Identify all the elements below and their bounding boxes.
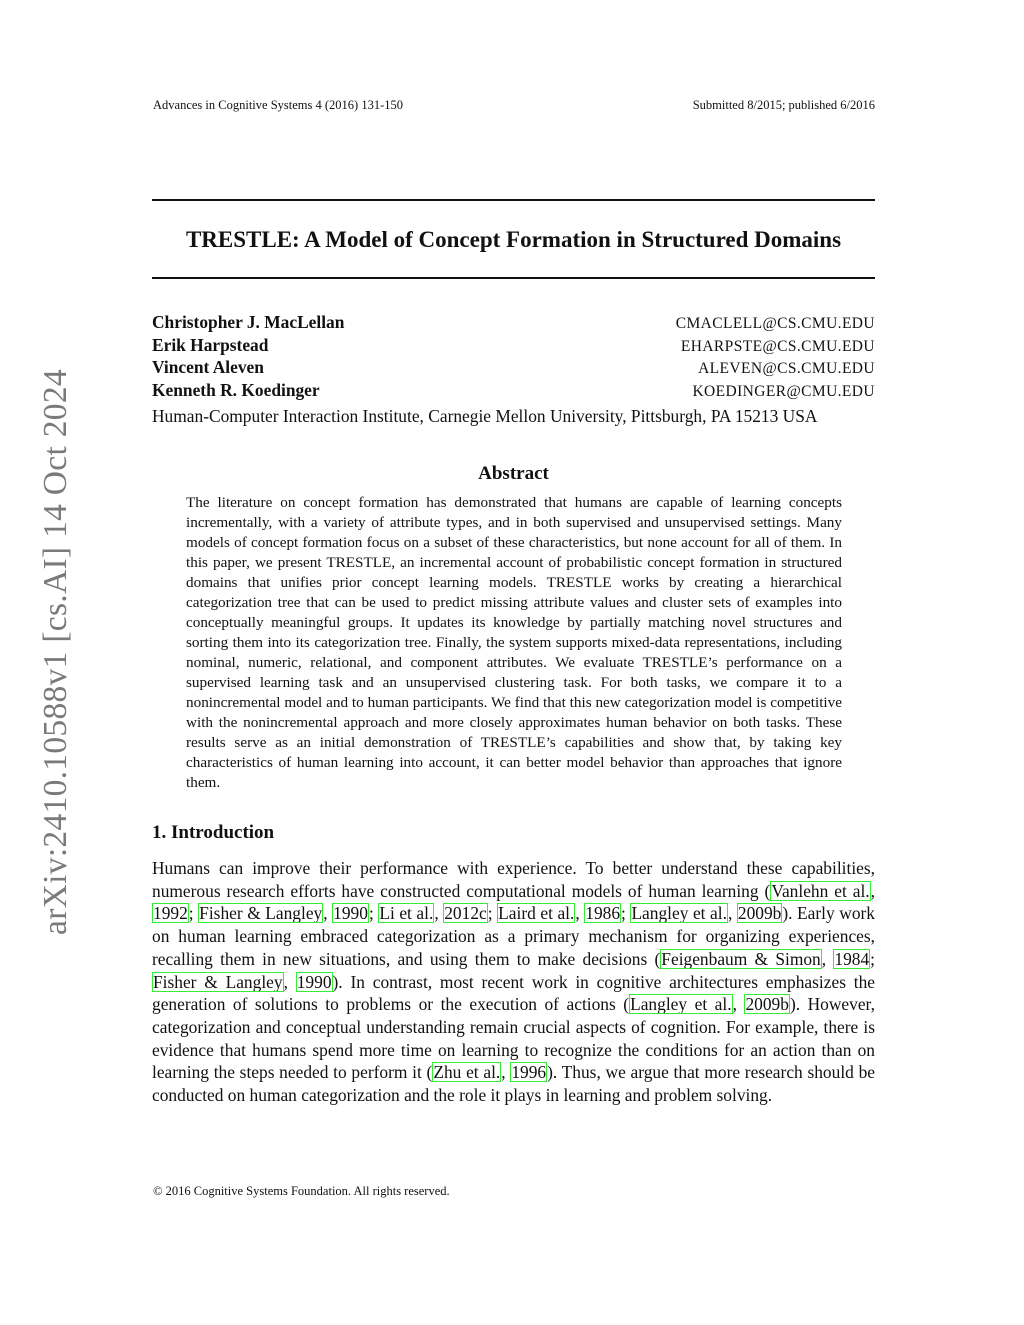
author-name: Kenneth R. Koedinger — [152, 380, 320, 401]
intro-text: , — [501, 1062, 511, 1083]
intro-text: ; — [368, 903, 379, 924]
intro-text: ; — [870, 948, 875, 969]
citation-link[interactable]: Li et al. — [379, 903, 434, 924]
intro-text: ; — [188, 903, 199, 924]
citation-link[interactable]: Vanlehn et al. — [771, 880, 870, 901]
citation-link[interactable]: 1992 — [153, 903, 188, 924]
paper-title: TRESTLE: A Model of Concept Formation in Structured Domains — [185, 227, 842, 252]
introduction-paragraph — [152, 857, 875, 1107]
intro-text: ). Early work on human learning embraced categorization as a primary mechanism for organizing experiences, recalling them in new situations, and using them to make decisions ( — [152, 903, 875, 969]
intro-text: , — [727, 903, 737, 924]
intro-text: ; — [621, 903, 631, 924]
title-rule-bottom — [152, 277, 875, 279]
arxiv-identifier[interactable]: arXiv:2410.10588v1 [cs.AI] 14 Oct 2024 — [37, 369, 74, 935]
citation-link[interactable]: 1990 — [296, 971, 332, 992]
author-row — [152, 380, 875, 403]
citation-link[interactable]: 2009b — [745, 994, 789, 1015]
author-row — [152, 335, 875, 358]
abstract-text: The literature on concept formation has demonstrated that humans are capable of learning concepts incrementally, with a variety of attribute types, and in both supervised and unsupervised settings. Many models of concept formation focus on a subset of these characteristics, but none account for all of them. In this paper, we present TRESTLE, an incremental account of probabilistic concept formation in structured domains that unifies prior concept learning models. TRESTLE works by creating a hierarchical categorization tree that can be used to predict missing attribute values and cluster sets of examples into conceptually meaningful groups. It updates its knowledge by partially matching novel structures and sorting them into its categorization tree. Finally, the system supports mixed-data representations, including nominal, numeric, relational, and component attributes. We evaluate TRESTLE’s performance on a supervised learning task and an unsupervised clustering task. For both tasks, we compare it to a nonincremental model and to human participants. We find that this new categorization model is competitive with the nonincremental approach and more closely approximates human behavior on both tasks. These results serve as an initial demonstration of TRESTLE’s capabilities and show that, by taking key characteristics of human learning into account, it can better model behavior than approaches that ignore them. — [186, 494, 842, 791]
citation-link[interactable]: 1986 — [585, 903, 621, 924]
citation-link[interactable]: 1990 — [333, 903, 368, 924]
author-list — [152, 312, 875, 403]
affiliation: Human-Computer Interaction Institute, Carnegie Mellon University, Pittsburgh, PA 15213 USA — [152, 406, 818, 426]
author-name: Vincent Aleven — [152, 357, 264, 378]
citation-link[interactable]: 2009b — [737, 903, 782, 924]
abstract-heading: Abstract — [478, 463, 549, 484]
section-heading-introduction: 1. Introduction — [152, 822, 275, 843]
intro-text: ). Thus, we argue that more research should be conducted on human categorization and the role it plays in learning and problem solving. — [152, 1062, 875, 1106]
submission-dates: Submitted 8/2015; published 6/2016 — [692, 98, 875, 112]
citation-link[interactable]: 1984 — [834, 948, 870, 969]
citation-link[interactable]: Zhu et al. — [433, 1062, 501, 1083]
intro-text: ; — [487, 903, 498, 924]
citation-link[interactable]: Langley et al. — [631, 903, 727, 924]
intro-text: , — [575, 903, 585, 924]
intro-text: , — [732, 994, 745, 1015]
author-email: CMACLELL@CS.CMU.EDU — [675, 315, 875, 332]
author-email: EHARPSTE@CS.CMU.EDU — [680, 337, 875, 355]
author-name: Erik Harpstead — [152, 334, 269, 355]
intro-text: , — [283, 971, 296, 992]
citation-link[interactable]: Fisher & Langley — [199, 903, 323, 924]
copyright-notice: © 2016 Cognitive Systems Foundation. All rights reserved. — [153, 1184, 450, 1198]
author-name: Christopher J. MacLellan — [152, 312, 345, 332]
intro-text: Humans can improve their performance with experience. To better understand these capabilities, numerous research efforts have constructed computational models of human learning ( — [152, 858, 875, 901]
intro-text: , — [323, 903, 333, 924]
journal-header: Advances in Cognitive Systems 4 (2016) 131-150 — [153, 98, 403, 112]
intro-text: , — [434, 903, 444, 924]
intro-text: ). In contrast, most recent work in cognitive architectures emphasizes the generation of solutions to problems or the execution of actions ( — [152, 971, 876, 1015]
author-email: ALEVEN@CS.CMU.EDU — [698, 360, 875, 378]
intro-text: ). However, categorization and conceptual understanding remain crucial aspects of cognition. For example, there is evidence that humans spend more time on learning to recognize the conditions for an action than on learning the steps needed to perform it ( — [152, 994, 875, 1083]
author-email: KOEDINGER@CMU.EDU — [692, 383, 875, 401]
citation-link[interactable]: Fisher & Langley — [153, 971, 283, 992]
citation-link[interactable]: 2012c — [444, 903, 487, 924]
intro-text: , — [821, 948, 834, 969]
citation-link[interactable]: 1996 — [511, 1062, 547, 1083]
title-rule-top — [152, 199, 875, 201]
author-row — [152, 357, 875, 380]
citation-link[interactable]: Laird et al. — [498, 903, 575, 924]
author-row — [152, 312, 875, 335]
intro-text: , — [870, 880, 875, 901]
citation-link[interactable]: Langley et al. — [630, 994, 732, 1015]
citation-link[interactable]: Feigenbaum & Simon — [661, 948, 821, 969]
